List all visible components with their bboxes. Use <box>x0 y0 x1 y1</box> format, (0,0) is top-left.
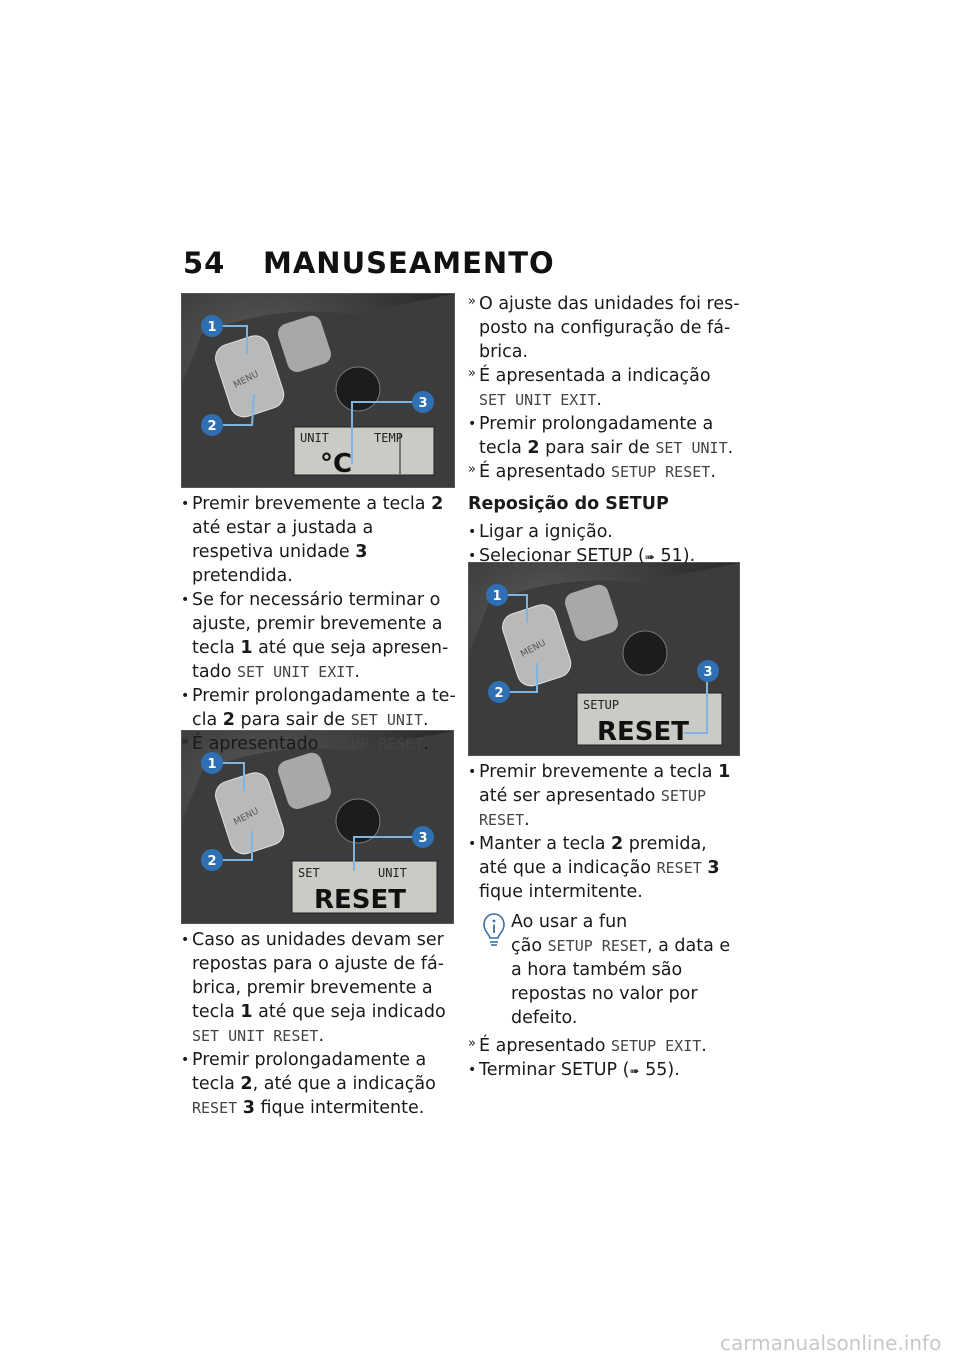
list-item: • Selecionar SETUP (➠ 51). <box>468 546 696 566</box>
svg-text:RESET: RESET <box>597 717 690 747</box>
result-item: » É apresentado SETUP EXIT. <box>468 1036 707 1056</box>
left-column-lower <box>181 928 456 1120</box>
list-item: • Caso as unidades devam ser repostas para o ajuste de fábrica, premir brevemente a tecla 1 até que seja indicado SET UNIT RESET. <box>181 930 446 1046</box>
right-column-lower <box>468 760 740 1083</box>
svg-text:MENU: MENU <box>519 638 548 660</box>
left-column <box>181 492 456 756</box>
list-item: • Se for necessário terminar o ajuste, premir brevemente a tecla 1 até que seja apresentado SET UNIT EXIT. <box>181 590 449 682</box>
watermark: carmanualsonline.info <box>720 1331 942 1355</box>
page-number: 54 <box>183 246 226 280</box>
svg-text:3: 3 <box>703 665 713 680</box>
svg-text:3: 3 <box>418 396 428 411</box>
page-reference[interactable]: 51 <box>660 546 683 566</box>
figure-setup-reset <box>468 562 740 756</box>
result-item: » É apresentado SETUP RESET. <box>181 734 429 754</box>
list-item: • Premir brevemente a tecla 1 até ser apresentado SETUP RESET. <box>468 762 731 830</box>
svg-text:UNIT: UNIT <box>300 431 329 445</box>
svg-text:2: 2 <box>207 419 217 434</box>
list-item: • Premir prolongadamente a tecla 2 para sair de SET UNIT. <box>468 414 734 458</box>
list-item: • Premir brevemente a tecla 2 até estar a justada a respetiva unidade 3 pretendida. <box>181 494 444 586</box>
result-item: » É apresentada a indicação SET UNIT EXIT. <box>468 366 711 410</box>
rotary-knob <box>336 367 380 411</box>
svg-text:RESET: RESET <box>314 885 407 915</box>
svg-text:UNIT: UNIT <box>378 866 407 880</box>
right-column <box>468 292 740 569</box>
svg-text:3: 3 <box>418 831 428 846</box>
figure-set-unit-reset <box>181 730 454 924</box>
list-item: • Manter a tecla 2 premida, até que a indicação RESET 3 fique intermitente. <box>468 834 720 902</box>
svg-text:2: 2 <box>494 686 504 701</box>
svg-text:MENU: MENU <box>232 369 261 391</box>
rotary-knob <box>623 631 667 675</box>
handlebar-controls-illustration <box>469 563 739 755</box>
handlebar-controls-illustration <box>182 294 454 487</box>
list-item: • Ligar a ignição. <box>468 522 613 542</box>
list-item: • Premir prolongadamente a tecla 2 para sair de SET UNIT. <box>181 686 456 730</box>
info-icon <box>482 912 506 948</box>
svg-text:MENU: MENU <box>232 806 261 828</box>
info-note: Ao usar a fun ção SETUP RESET, a data e a hora também são repostas no valor por defeito. <box>468 910 740 1030</box>
section-heading: Reposição do SETUP <box>468 494 669 514</box>
svg-text:2: 2 <box>207 854 217 869</box>
svg-text:TEMP: TEMP <box>374 431 403 445</box>
svg-text:SETUP: SETUP <box>583 698 620 712</box>
svg-text:1: 1 <box>207 320 217 335</box>
list-item: • Premir prolongadamente a tecla 2, até que a indicação RESET 3 fique intermitente. <box>181 1050 436 1118</box>
result-item: » O ajuste das unidades foi resposto na configuração de fábrica. <box>468 294 740 362</box>
svg-text:1: 1 <box>207 757 217 772</box>
handlebar-controls-illustration <box>182 731 453 923</box>
list-item: • Terminar SETUP (➠ 55). <box>468 1060 680 1080</box>
svg-text:SET: SET <box>298 866 320 880</box>
page-reference-arrow-icon: ➠ <box>629 1064 640 1078</box>
svg-text:1: 1 <box>492 589 502 604</box>
page-header <box>183 243 555 283</box>
result-item: » É apresentado SETUP RESET. <box>468 462 716 482</box>
page-reference-arrow-icon: ➠ <box>644 550 655 564</box>
page-reference[interactable]: 55 <box>645 1060 668 1080</box>
page-title: MANUSEAMENTO <box>263 246 555 280</box>
svg-text:°C: °C <box>320 449 353 479</box>
figure-unit-temp <box>181 293 455 488</box>
